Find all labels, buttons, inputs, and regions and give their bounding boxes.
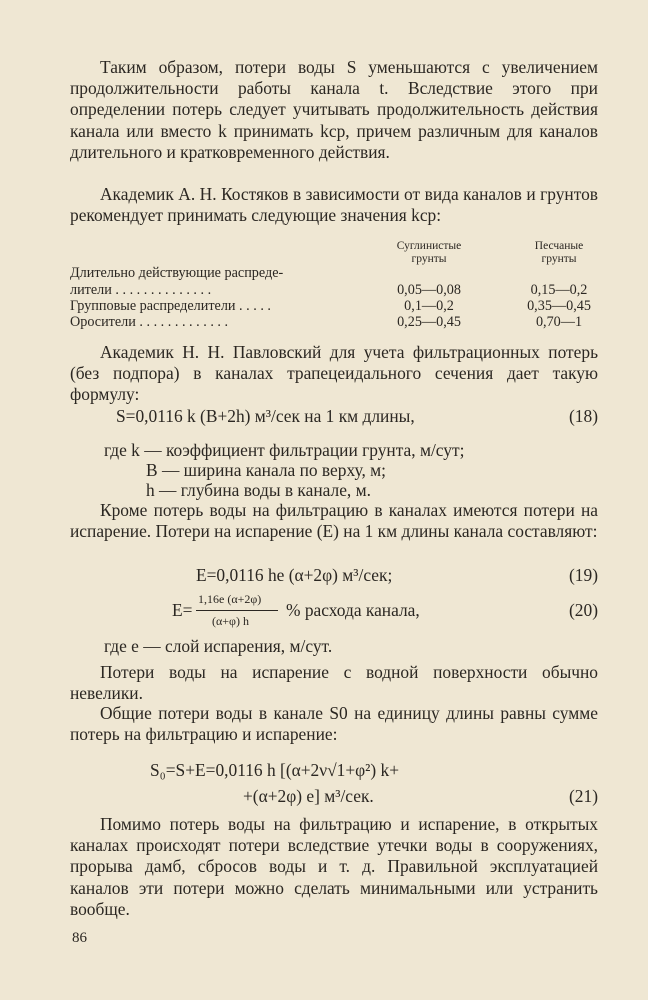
equation-18: S=0,0116 k (B+2h) м³/сек на 1 км длины, — [116, 406, 415, 426]
equation-21-line1: S₀=S+E=0,0116 h [(α+2ν√1+φ²) k+ — [150, 760, 400, 780]
equation-20-denominator: (α+φ) h — [212, 614, 249, 628]
paragraph-text: Помимо потерь воды на фильтрацию и испарение, в открытых каналах происходят потери вследствие утечки воды в сооружениях, прорыва дамб, сбросов воды и т. д. Правильной эксплуатацией каналов эти потери можно сделать минимальными или устранить вообще. — [70, 814, 598, 919]
table-row — [70, 313, 610, 331]
equation-20-right: % расхода канала, — [286, 600, 420, 620]
paragraph-text: Академик Н. Н. Павловский для учета фильтрационных потерь (без подпора) в каналах трапецеидального сечения дает такую формулу: — [70, 342, 598, 405]
definition-B: B — ширина канала по верху, м; — [146, 460, 386, 480]
paragraph-other-losses — [70, 814, 598, 920]
table-cell: 0,05—0,08 — [397, 282, 461, 298]
equation-number-21: (21) — [569, 786, 598, 806]
equation-21-line2: +(α+2φ) e] м³/сек. — [243, 786, 374, 806]
row-label: лители . . . . . . . . . . . . . . — [70, 282, 212, 298]
equation-number-18: (18) — [569, 406, 598, 426]
table-cell: 0,1—0,2 — [404, 298, 454, 314]
page-number: 86 — [72, 930, 87, 946]
paragraph-evaporation — [70, 500, 598, 542]
definition-h: h — глубина воды в канале, м. — [146, 480, 371, 500]
column-header-sand: Песчаные грунты — [534, 240, 584, 265]
paragraph-evaporation-small — [70, 662, 598, 704]
paragraph-text: Академик А. Н. Костяков в зависимости от вида каналов и грунтов рекомендует принимать следующие значения kср: — [70, 184, 598, 226]
paragraph-pavlovsky — [70, 342, 598, 406]
paragraph-losses-decrease — [70, 57, 598, 163]
paragraph-text: Потери воды на испарение с водной поверхности обычно невелики. — [70, 662, 598, 704]
equation-20-numerator: 1,16e (α+2φ) — [198, 592, 262, 606]
table-cell: 0,70—1 — [535, 314, 583, 330]
paragraph-total-losses — [70, 703, 598, 745]
kcp-table — [70, 240, 610, 332]
equation-20-left: E= — [172, 600, 193, 620]
row-label: Длительно действующие распреде- — [70, 265, 284, 281]
column-header-loam: Суглинистые грунты — [396, 240, 462, 265]
definition-e: где e — слой испарения, м/сут. — [104, 636, 333, 656]
equation-number-19: (19) — [569, 565, 598, 585]
table-cell: 0,15—0,2 — [530, 282, 588, 298]
table-cell: 0,35—0,45 — [527, 298, 591, 314]
paragraph-text: Кроме потерь воды на фильтрацию в каналах имеются потери на испарение. Потери на испарение (E) на 1 км длины канала составляют: — [70, 500, 598, 542]
paragraph-text: Таким образом, потери воды S уменьшаются с увеличением продолжительности работы канала t. Вследствие этого при определении потерь следует учитывать продолжительность действия канала или вместо k принимать kср, причем различным для каналов длительного и кратковременного действия. — [70, 57, 598, 162]
definition-k: где k — коэффициент фильтрации грунта, м/сут; — [104, 440, 465, 460]
paragraph-kostyakov — [70, 184, 598, 226]
paragraph-text: Общие потери воды в канале S0 на единицу длины равны сумме потерь на фильтрацию и испарение: — [70, 703, 598, 745]
table-cell: 0,25—0,45 — [397, 314, 461, 330]
equation-number-20: (20) — [569, 600, 598, 620]
table-row — [70, 264, 610, 282]
equation-19: E=0,0116 he (α+2φ) м³/сек; — [196, 565, 393, 585]
row-label: Оросители . . . . . . . . . . . . . — [70, 314, 229, 330]
row-label: Групповые распределители . . . . . — [70, 298, 271, 314]
fraction-bar — [196, 610, 278, 611]
